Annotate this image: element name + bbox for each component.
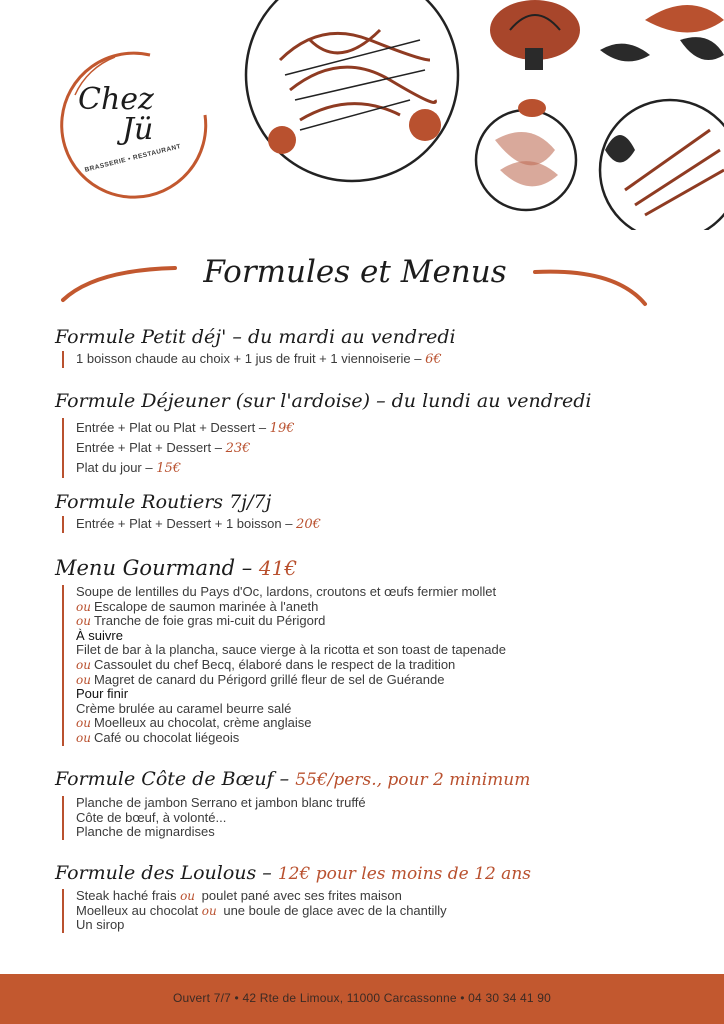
- list-item: ou Café ou chocolat liégeois: [76, 729, 240, 745]
- gourmand-list: [62, 585, 705, 746]
- petit-dej-text: 1 boisson chaude au choix + 1 jus de fruit + 1 viennoiserie –: [76, 351, 426, 366]
- routiers-price: 20€: [296, 517, 321, 532]
- list-item: Soupe de lentilles du Pays d'Oc, lardons, croutons et œufs fermier mollet: [76, 584, 497, 599]
- routiers-title: Formule Routiers 7j/7j: [55, 491, 272, 513]
- list-item: Un sirop: [76, 917, 125, 933]
- dejeuner-title: Formule Déjeuner (sur l'ardoise) – du lundi au vendredi: [55, 390, 592, 412]
- boeuf-list: [62, 796, 705, 840]
- list-item: Filet de bar à la plancha, sauce vierge à la ricotta et son toast de tapenade: [76, 642, 506, 658]
- list-item: ou Magret de canard du Périgord grillé fleur de sel de Guérande: [76, 671, 445, 687]
- logo-subtitle: BRASSERIE • RESTAURANT: [84, 143, 182, 174]
- gourmand-subhead: Pour finir: [76, 686, 129, 702]
- logo-name-line2: Jü: [122, 112, 154, 147]
- boeuf-price: 55€/pers., pour 2 minimum: [295, 770, 531, 790]
- gourmand-title: Menu Gourmand – 41€: [55, 556, 298, 580]
- list-item: Planche de jambon Serrano et jambon blanc truffé: [76, 795, 366, 810]
- section-loulous: [55, 862, 705, 933]
- boeuf-title: Formule Côte de Bœuf – 55€/pers., pour 2 minimum: [55, 768, 531, 790]
- list-item: Planche de mignardises: [76, 824, 215, 840]
- logo-name-line1: Chez: [78, 82, 154, 117]
- list-item: Moelleux au chocolat ou une boule de glace avec de la chantilly: [76, 902, 447, 918]
- loulous-price: 12€ pour les moins de 12 ans: [277, 864, 531, 884]
- list-item: ou Moelleux au chocolat, crème anglaise: [76, 715, 312, 731]
- footer-bar: [0, 974, 724, 1024]
- section-routiers: [55, 491, 705, 533]
- petit-dej-price: 6€: [425, 352, 442, 367]
- section-gourmand: [55, 556, 705, 746]
- list-item: ou Tranche de foie gras mi-cuit du Périgord: [76, 613, 326, 629]
- list-item: ou Cassoulet du chef Becq, élaboré dans le respect de la tradition: [76, 656, 456, 672]
- loulous-list: [62, 889, 705, 933]
- section-petit-dej: [55, 326, 705, 368]
- list-item: Entrée + Plat + Dessert – 23€: [76, 440, 251, 456]
- list-item: Crème brulée au caramel beurre salé: [76, 700, 292, 716]
- gourmand-price: 41€: [258, 556, 298, 580]
- list-item: Entrée + Plat ou Plat + Dessert – 19€: [76, 420, 295, 436]
- list-item: Steak haché frais ou poulet pané avec ses frites maison: [76, 888, 402, 903]
- title-banner: [55, 248, 655, 308]
- footer-info: Ouvert 7/7 • 42 Rte de Limoux, 11000 Carcassonne • 04 30 34 41 90: [172, 991, 552, 1005]
- list-item: Côte de bœuf, à volonté...: [76, 809, 227, 825]
- loulous-title: Formule des Loulous – 12€ pour les moins de 12 ans: [55, 862, 531, 884]
- petit-dej-title: Formule Petit déj' – du mardi au vendredi: [55, 326, 456, 348]
- section-dejeuner: [55, 390, 705, 478]
- petit-dej-line: [62, 351, 705, 368]
- food-illustrations: [240, 0, 724, 230]
- dejeuner-list: [62, 418, 705, 478]
- list-item: Plat du jour – 15€: [76, 460, 182, 476]
- page-title: Formules et Menus: [203, 254, 507, 290]
- list-item: ou Escalope de saumon marinée à l'aneth: [76, 598, 319, 614]
- gourmand-subhead: À suivre: [76, 627, 123, 643]
- routiers-text: Entrée + Plat + Dessert + 1 boisson –: [76, 516, 297, 531]
- section-boeuf: [55, 768, 705, 840]
- routiers-line: [62, 516, 705, 533]
